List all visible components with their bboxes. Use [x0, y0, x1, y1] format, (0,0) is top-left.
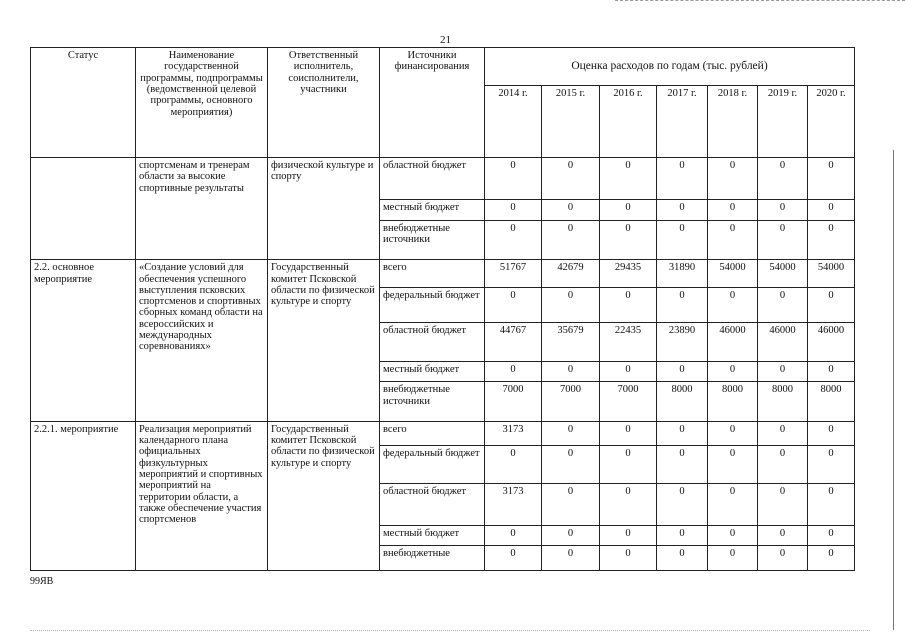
table-header: [31, 48, 855, 158]
table-row: [31, 158, 855, 200]
value-cell: 46000: [708, 322, 758, 362]
responsible-cell: Государственный комитет Псковской области по физической культуре и спорту: [268, 260, 380, 422]
value-cell: 0: [542, 526, 600, 546]
value-cell: 0: [657, 545, 708, 570]
value-cell: 29435: [600, 260, 657, 288]
source-cell: федеральный бюджет: [380, 445, 485, 484]
value-cell: 0: [758, 362, 808, 382]
value-cell: 0: [808, 421, 855, 445]
value-cell: 54000: [808, 260, 855, 288]
value-cell: 0: [600, 445, 657, 484]
value-cell: 46000: [758, 322, 808, 362]
value-cell: 0: [808, 220, 855, 260]
value-cell: 7000: [542, 382, 600, 422]
value-cell: 42679: [542, 260, 600, 288]
value-cell: 0: [600, 199, 657, 220]
page-number: 21: [440, 34, 451, 46]
value-cell: 0: [708, 545, 758, 570]
header-year: 2016 г.: [600, 86, 657, 158]
value-cell: 0: [808, 288, 855, 322]
header-responsible: Ответственный исполнитель, соисполнители, участники: [268, 48, 380, 158]
value-cell: 0: [542, 421, 600, 445]
value-cell: 0: [657, 220, 708, 260]
value-cell: 0: [758, 421, 808, 445]
value-cell: 0: [657, 288, 708, 322]
header-year: 2015 г.: [542, 86, 600, 158]
value-cell: 0: [657, 526, 708, 546]
name-cell: спортсменам и тренерам области за высокие спортивные результаты: [136, 158, 268, 260]
table-row: [31, 421, 855, 445]
header-year: 2020 г.: [808, 86, 855, 158]
value-cell: 31890: [657, 260, 708, 288]
value-cell: 0: [657, 421, 708, 445]
value-cell: 0: [542, 484, 600, 526]
value-cell: 0: [708, 288, 758, 322]
source-cell: всего: [380, 421, 485, 445]
header-year: 2017 г.: [657, 86, 708, 158]
value-cell: 0: [485, 526, 542, 546]
value-cell: 0: [542, 362, 600, 382]
scan-edge-right: [893, 150, 894, 630]
value-cell: 0: [758, 199, 808, 220]
value-cell: 23890: [657, 322, 708, 362]
value-cell: 22435: [600, 322, 657, 362]
header-year: 2014 г.: [485, 86, 542, 158]
table-row: [31, 260, 855, 288]
value-cell: 0: [657, 484, 708, 526]
responsible-cell: Государственный комитет Псковской области по физической культуре и спорту: [268, 421, 380, 570]
name-cell: «Создание условий для обеспечения успешного выступления псковских спортсменов и спортивных сборных команд области на всероссийских и международных соревнованиях»: [136, 260, 268, 422]
value-cell: 0: [808, 545, 855, 570]
value-cell: 0: [758, 445, 808, 484]
value-cell: 0: [657, 445, 708, 484]
value-cell: 0: [808, 484, 855, 526]
value-cell: 0: [708, 362, 758, 382]
value-cell: 0: [708, 220, 758, 260]
budget-table: [30, 47, 855, 571]
value-cell: 0: [485, 220, 542, 260]
scan-edge-bottom: [30, 630, 870, 631]
scan-edge-top: [615, 0, 905, 1]
value-cell: 0: [600, 421, 657, 445]
value-cell: 0: [758, 545, 808, 570]
value-cell: 0: [485, 288, 542, 322]
value-cell: 0: [542, 545, 600, 570]
value-cell: 0: [808, 526, 855, 546]
header-status: Статус: [31, 48, 136, 158]
source-cell: областной бюджет: [380, 484, 485, 526]
value-cell: 46000: [808, 322, 855, 362]
header-expenses: Оценка расходов по годам (тыс. рублей): [485, 48, 855, 86]
source-cell: внебюджетные источники: [380, 382, 485, 422]
value-cell: 54000: [758, 260, 808, 288]
name-cell: Реализация мероприятий календарного плана официальных физкультурных мероприятий и спортивных мероприятий на территории области, а также обеспечение участия спортсменов: [136, 421, 268, 570]
source-cell: федеральный бюджет: [380, 288, 485, 322]
value-cell: 0: [708, 526, 758, 546]
value-cell: 0: [758, 158, 808, 200]
value-cell: 8000: [708, 382, 758, 422]
value-cell: 0: [708, 199, 758, 220]
value-cell: 0: [600, 362, 657, 382]
value-cell: 0: [485, 362, 542, 382]
status-cell: [31, 158, 136, 260]
value-cell: 8000: [808, 382, 855, 422]
table-body: [31, 158, 855, 571]
source-cell: областной бюджет: [380, 322, 485, 362]
value-cell: 0: [600, 220, 657, 260]
value-cell: 8000: [758, 382, 808, 422]
value-cell: 0: [708, 421, 758, 445]
source-cell: местный бюджет: [380, 526, 485, 546]
value-cell: 0: [758, 526, 808, 546]
value-cell: 35679: [542, 322, 600, 362]
value-cell: 7000: [485, 382, 542, 422]
header-year: 2019 г.: [758, 86, 808, 158]
value-cell: 0: [657, 362, 708, 382]
value-cell: 3173: [485, 484, 542, 526]
value-cell: 0: [708, 484, 758, 526]
value-cell: 44767: [485, 322, 542, 362]
value-cell: 0: [542, 220, 600, 260]
value-cell: 0: [758, 220, 808, 260]
value-cell: 0: [808, 199, 855, 220]
value-cell: 0: [758, 484, 808, 526]
status-cell: 2.2.1. мероприятие: [31, 421, 136, 570]
value-cell: 0: [600, 526, 657, 546]
value-cell: 0: [808, 445, 855, 484]
value-cell: 0: [485, 445, 542, 484]
source-cell: внебюджетные источники: [380, 220, 485, 260]
value-cell: 0: [600, 158, 657, 200]
value-cell: 0: [485, 158, 542, 200]
header-name: Наименование государственной программы, подпрограммы (ведомственной целевой программы, основного мероприятия): [136, 48, 268, 158]
value-cell: 0: [485, 545, 542, 570]
value-cell: 0: [542, 288, 600, 322]
value-cell: 0: [657, 199, 708, 220]
status-cell: 2.2. основное мероприятие: [31, 260, 136, 422]
value-cell: 0: [708, 445, 758, 484]
value-cell: 0: [600, 288, 657, 322]
responsible-cell: физической культуре и спорту: [268, 158, 380, 260]
footer-code: 99ЯВ: [30, 576, 54, 587]
value-cell: 7000: [600, 382, 657, 422]
source-cell: областной бюджет: [380, 158, 485, 200]
source-cell: местный бюджет: [380, 362, 485, 382]
value-cell: 0: [542, 445, 600, 484]
source-cell: всего: [380, 260, 485, 288]
value-cell: 0: [808, 158, 855, 200]
value-cell: 3173: [485, 421, 542, 445]
value-cell: 0: [542, 158, 600, 200]
source-cell: местный бюджет: [380, 199, 485, 220]
header-year: 2018 г.: [708, 86, 758, 158]
value-cell: 0: [808, 362, 855, 382]
value-cell: 0: [758, 288, 808, 322]
value-cell: 54000: [708, 260, 758, 288]
value-cell: 51767: [485, 260, 542, 288]
value-cell: 0: [542, 199, 600, 220]
value-cell: 0: [708, 158, 758, 200]
source-cell: внебюджетные: [380, 545, 485, 570]
value-cell: 0: [600, 545, 657, 570]
value-cell: 0: [600, 484, 657, 526]
value-cell: 8000: [657, 382, 708, 422]
value-cell: 0: [485, 199, 542, 220]
header-sources: Источники финансирования: [380, 48, 485, 158]
value-cell: 0: [657, 158, 708, 200]
